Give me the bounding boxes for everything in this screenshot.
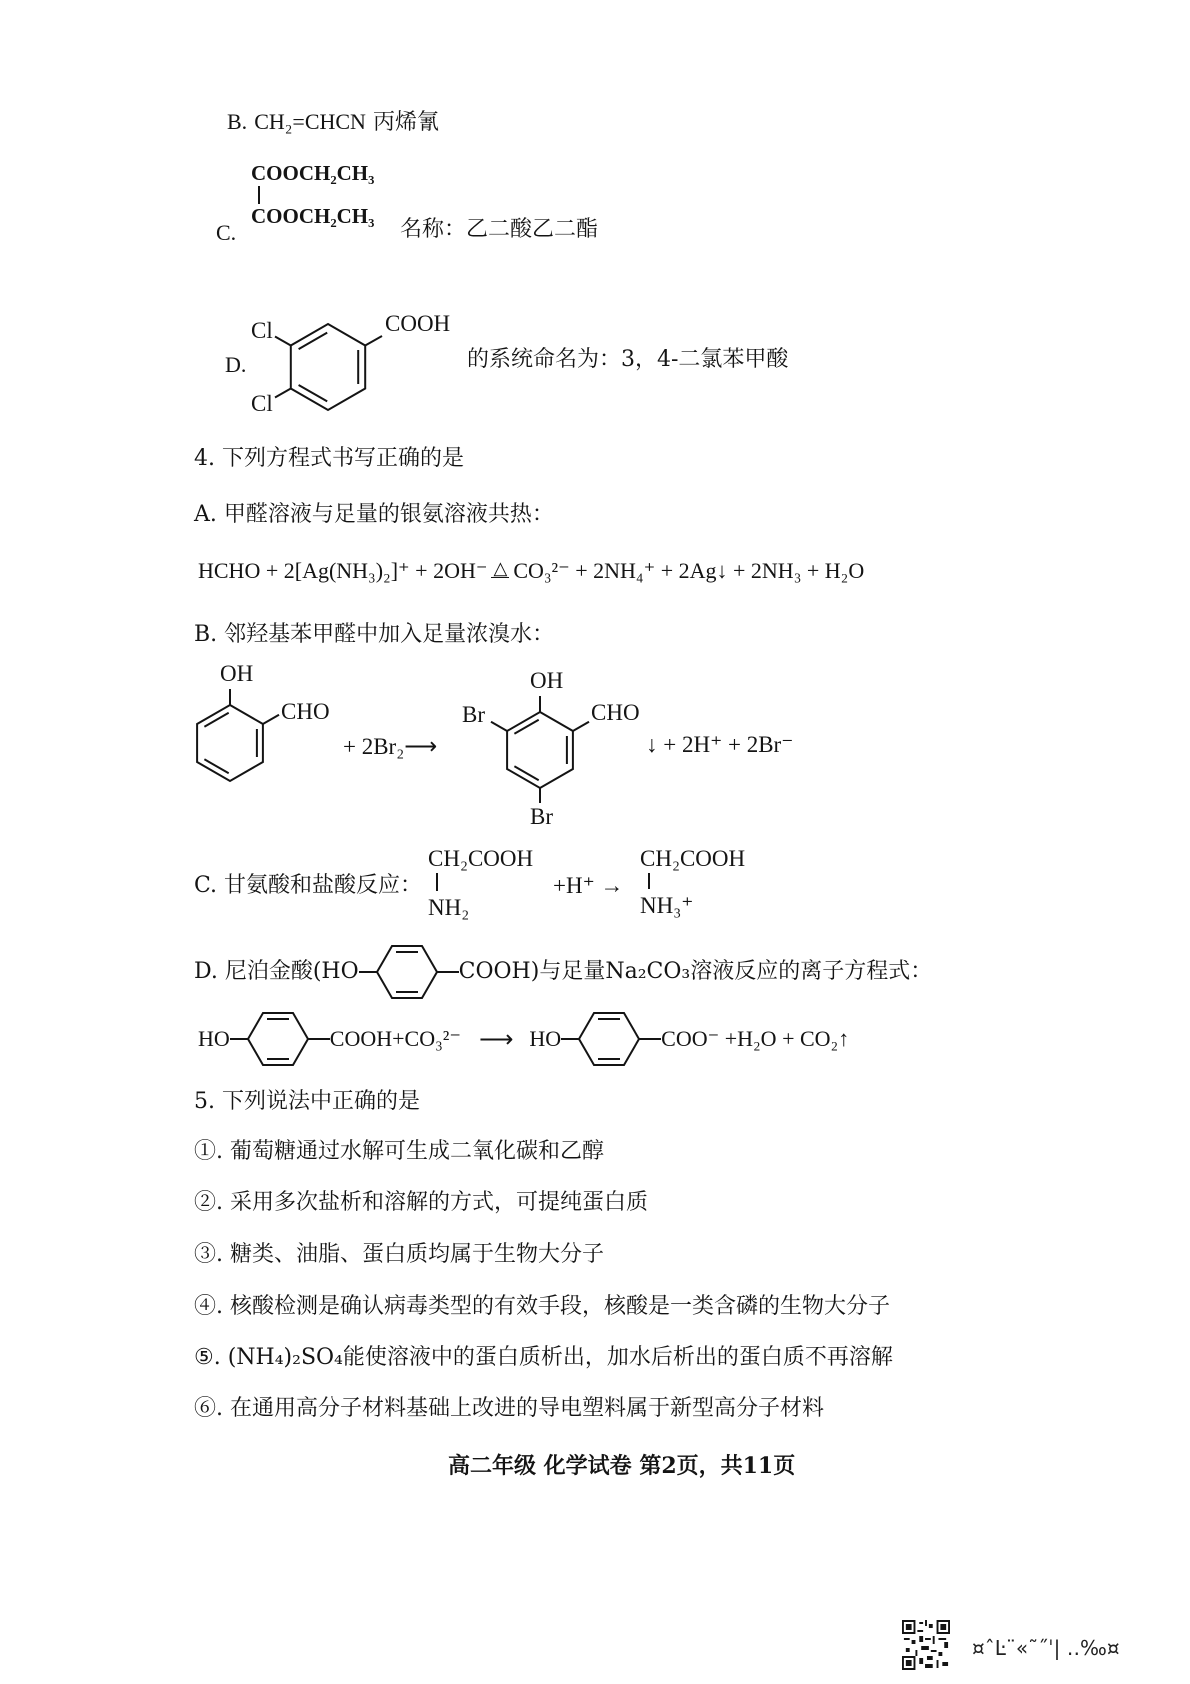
hydroxyl-group: OH xyxy=(530,668,564,693)
heat-condition: △ xyxy=(493,558,508,578)
compound-name: 名称：乙二酸乙二酯 xyxy=(400,217,599,242)
formula-bottom: COOCH₂CH₃ xyxy=(251,204,375,228)
statement-item: ③. 糖类、油脂、蛋白质均属于生物大分子 xyxy=(194,1242,604,1267)
statement-item: ②. 采用多次盐析和溶解的方式，可提纯蛋白质 xyxy=(194,1190,648,1215)
option-text-before: D. 尼泊金酸(HO xyxy=(194,959,359,984)
benzene-ring-structure xyxy=(359,944,459,1000)
statement-item: ⑥. 在通用高分子材料基础上改进的导电塑料属于新型高分子材料 xyxy=(194,1396,824,1421)
aldehyde-group: CHO xyxy=(591,700,640,725)
benzene-ring xyxy=(507,712,573,788)
statement-item: ④. 核酸检测是确认病毒类型的有效手段，核酸是一类含磷的生物大分子 xyxy=(194,1294,890,1319)
hydroxyl-group: HO xyxy=(529,1026,562,1051)
q3-option-b xyxy=(227,109,439,136)
glycine-chain: CH₂COOH xyxy=(640,846,746,871)
option-label: C. xyxy=(216,220,237,245)
double-bond xyxy=(204,713,228,727)
chloro-group: Cl xyxy=(251,391,273,416)
page-footer: 高二年级 化学试卷 第2页，共11页 xyxy=(448,1453,796,1479)
equation-lhs: COOH+CO₃²⁻ xyxy=(329,1026,461,1051)
statement-item: ⑤. (NH₄)₂SO₄能使溶液中的蛋白质析出，加水后析出的蛋白质不再溶解 xyxy=(194,1345,893,1370)
reagent xyxy=(343,734,437,760)
equation-rhs: CO₃²⁻ + 2NH₄⁺ + 2Ag↓ + 2NH₃ + H₂O xyxy=(513,558,865,583)
benzene-ring xyxy=(197,705,263,781)
option-label: D. xyxy=(225,352,247,377)
compound-name: 丙烯氰 xyxy=(372,110,439,135)
compound-name: 的系统命名为：3，4-二氯苯甲酸 xyxy=(467,347,789,372)
benzene-ring-structure xyxy=(180,680,300,800)
chloro-group: Cl xyxy=(251,318,273,343)
single-bond xyxy=(258,186,260,204)
single-bond xyxy=(436,873,438,891)
benzene-ring xyxy=(377,946,437,998)
amino-group: NH₂ xyxy=(428,895,470,920)
option-text: C. 甘氨酸和盐酸反应： xyxy=(194,873,423,898)
question-stem: 4. 下列方程式书写正确的是 xyxy=(194,446,464,471)
benzene-ring xyxy=(248,1013,308,1065)
ammonium-group: NH₃⁺ xyxy=(640,893,694,918)
question-stem: 5. 下列说法中正确的是 xyxy=(194,1089,420,1114)
option-text: B. 邻羟基苯甲醛中加入足量浓溴水： xyxy=(194,622,555,647)
single-bond xyxy=(648,873,650,889)
glycine-chain: CH₂COOH xyxy=(428,846,534,871)
option-text-after: COOH)与足量Na₂CO₃溶液反应的离子方程式： xyxy=(458,959,933,984)
byproducts: ↓ + 2H⁺ + 2Br⁻ xyxy=(646,732,794,757)
reaction-arrow: ⟶ xyxy=(478,1025,514,1053)
carboxyl-group: COOH xyxy=(385,311,451,336)
benzene-ring xyxy=(291,324,365,410)
equation-lhs: HCHO + 2[Ag(NH₃)₂]⁺ + 2OH⁻ xyxy=(198,558,488,583)
equation xyxy=(198,558,864,584)
bond xyxy=(263,715,279,724)
formula-top: COOCH₂CH₃ xyxy=(251,161,375,185)
double-bond xyxy=(204,759,228,773)
option-text: A. 甲醛溶液与足量的银氨溶液共热： xyxy=(194,502,554,527)
bromo-group: Br xyxy=(530,804,553,829)
reaction-arrow: ⟶ xyxy=(404,734,438,759)
reagent: +H⁺ → xyxy=(553,873,624,898)
bond xyxy=(365,336,382,346)
option-text xyxy=(194,944,932,1000)
equation-rhs: COO⁻ +H₂O + CO₂↑ xyxy=(661,1026,850,1051)
bond xyxy=(491,722,507,731)
hydroxyl-group: OH xyxy=(220,661,254,686)
benzene-ring-structure xyxy=(561,1011,661,1067)
aldehyde-group: CHO xyxy=(281,699,330,724)
equation xyxy=(198,1011,849,1067)
hydroxyl-group: HO xyxy=(198,1026,230,1051)
double-bond xyxy=(299,333,328,350)
double-bond xyxy=(514,766,538,780)
option-label: B. xyxy=(227,109,248,134)
scan-mark-text: ¤ˆĿ¨«˜˝ˈ| ‥‰¤ xyxy=(972,1636,1120,1660)
reagent-formula: + 2Br₂ xyxy=(343,734,405,759)
bromo-group: Br xyxy=(462,702,485,727)
double-bond xyxy=(514,720,538,734)
statement-item: ①. 葡萄糖通过水解可生成二氧化碳和乙醇 xyxy=(194,1139,604,1164)
bond xyxy=(275,389,291,398)
benzene-ring-structure xyxy=(230,1011,330,1067)
benzene-ring xyxy=(579,1013,639,1065)
bond xyxy=(573,722,589,731)
bond xyxy=(275,337,291,346)
qr-code xyxy=(902,1620,950,1670)
formula: CH₂=CHCN xyxy=(254,109,366,134)
double-bond xyxy=(299,385,328,401)
